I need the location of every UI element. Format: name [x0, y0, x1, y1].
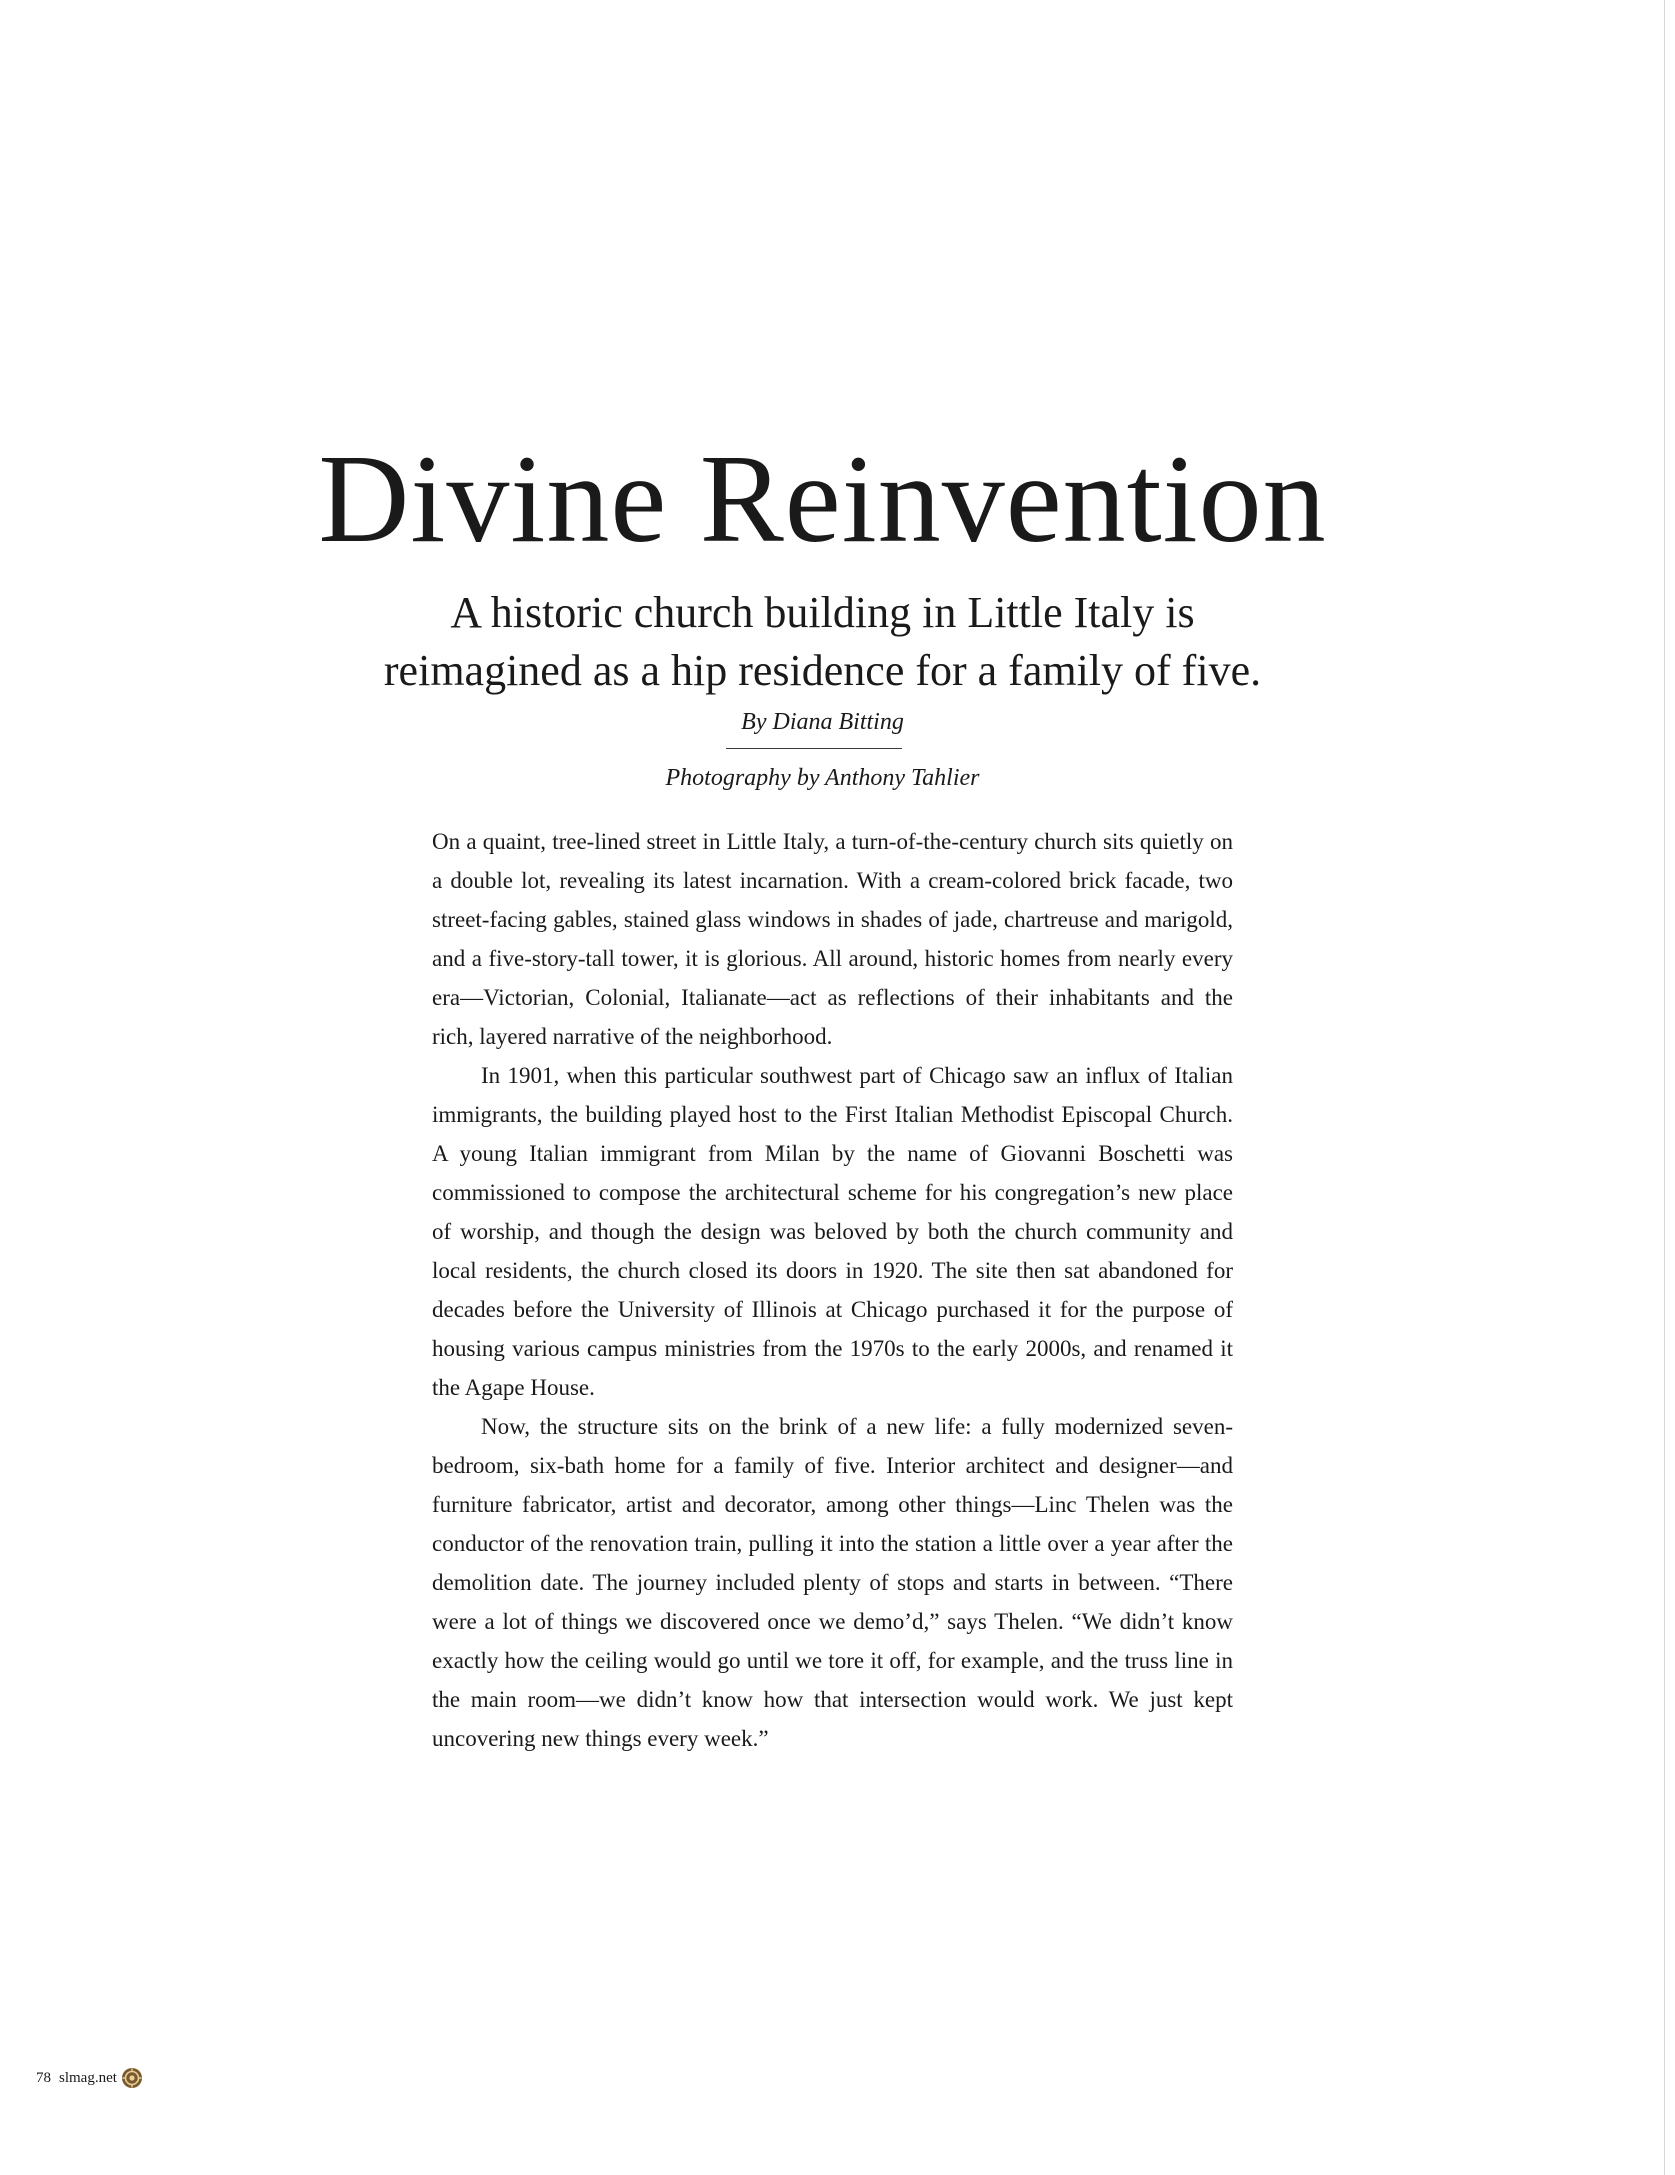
dek-line: reimagined as a hip residence for a family of five.	[383, 646, 1262, 695]
site-url: slmag.net	[59, 2070, 117, 2086]
article-body	[432, 822, 1233, 1758]
body-paragraph: Now, the structure sits on the brink of a new life: a fully modernized seven-bedroom, six-bath home for a family of five. Interior architect and designer—and furniture fabricator, artist and decorator, among other things—Linc Thelen was the conductor of the renovation train, pulling it into the station a little over a year after the demolition date. The journey included plenty of stops and starts in between. “There were a lot of things we discovered once we demo’d,” says Thelen. “We didn’t know exactly how the ceiling would go until we tore it off, for example, and the truss line in the main room—we didn’t know how that intersection would work. We just kept uncovering new things every week.”	[432, 1414, 1233, 1751]
byline: By Diana Bitting	[741, 709, 904, 735]
page-footer	[36, 2067, 143, 2089]
page-number: 78	[36, 2070, 51, 2086]
byline-rule	[726, 748, 902, 749]
article-dek	[0, 584, 1645, 700]
dek-line: A historic church building in Little Italy is	[450, 588, 1195, 637]
page-edge-divider	[1664, 0, 1665, 2175]
ornament-logo-icon	[121, 2067, 143, 2089]
photo-credit: Photography by Anthony Tahlier	[665, 765, 980, 791]
article-title: Divine Reinvention	[318, 430, 1327, 569]
body-paragraph: On a quaint, tree-lined street in Little Italy, a turn-of-the-century church sits quietly on a double lot, revealing its latest incarnation. With a cream-colored brick facade, two street-facing gables, stained glass windows in shades of jade, chartreuse and marigold, and a five-story-tall tower, it is glorious. All around, historic homes from nearly every era—Victorian, Colonial, Italianate—act as reflections of their inhabitants and the rich, layered narrative of the neighborhood.	[432, 829, 1233, 1049]
body-paragraph: In 1901, when this particular southwest part of Chicago saw an influx of Italian immigrants, the building played host to the First Italian Methodist Episcopal Church. A young Italian immigrant from Milan by the name of Giovanni Boschetti was commissioned to compose the architectural scheme for his congregation’s new place of worship, and though the design was beloved by both the church community and local residents, the church closed its doors in 1920. The site then sat abandoned for decades before the University of Illinois at Chicago purchased it for the purpose of housing various campus ministries from the 1970s to the early 2000s, and renamed it the Agape House.	[432, 1063, 1233, 1400]
